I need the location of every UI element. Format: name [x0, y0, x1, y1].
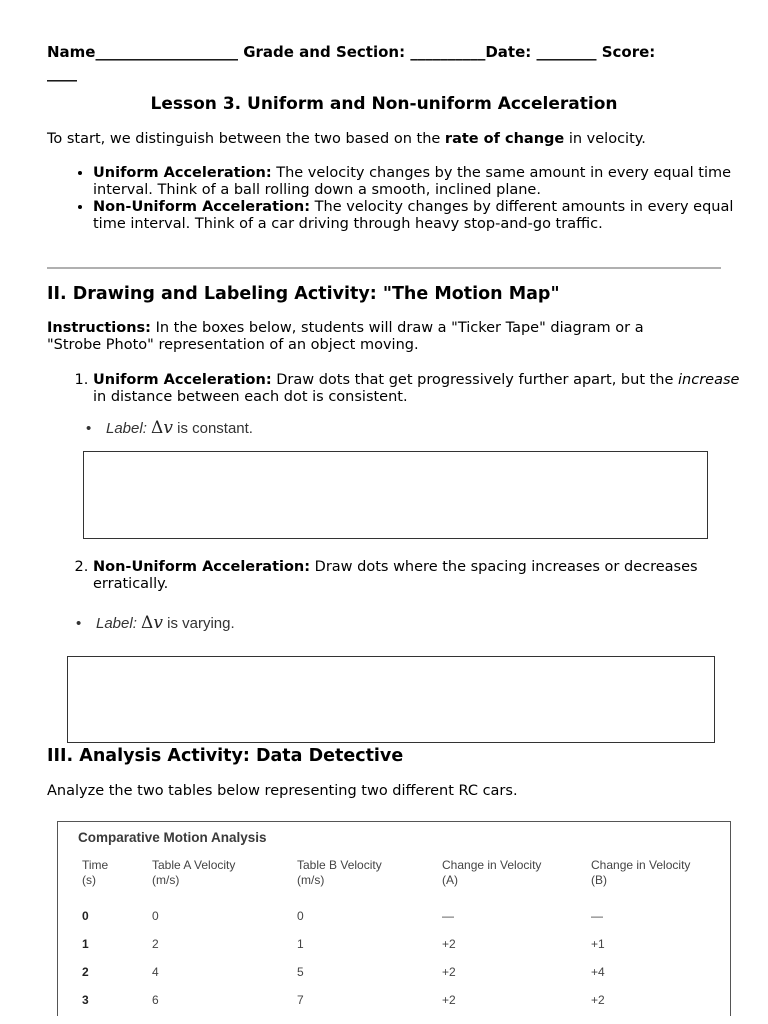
table-cell: 0 — [152, 909, 159, 923]
section3-heading: III. Analysis Activity: Data Detective — [47, 746, 404, 766]
step-italic: increase — [678, 372, 740, 388]
step-term: Non-Uniform Acceleration: — [93, 559, 311, 575]
table-cell: +1 — [591, 937, 605, 951]
section3-intro: Analyze the two tables below representing two different RC cars. — [47, 783, 518, 799]
grade-label: Grade and Section: — [243, 43, 406, 61]
definition-non-uniform — [93, 199, 743, 233]
label-prefix: Label: — [106, 420, 147, 437]
drawing-box-uniform[interactable] — [83, 451, 708, 539]
definition-uniform — [93, 165, 743, 199]
table-cell: 1 — [82, 937, 89, 951]
score-label: Score: — [601, 43, 656, 61]
instructions-text: In the boxes below, students will draw a "Ticker Tape" diagram or a "Strobe Photo" representation of an object moving. — [47, 320, 644, 353]
definition-term: Non-Uniform Acceleration: — [93, 199, 311, 215]
definition-text: The velocity changes by different amounts in every equal time interval. Think of a car driving through heavy stop-and-go traffic. — [93, 199, 734, 232]
step-uniform — [93, 372, 743, 406]
definition-text: The velocity changes by the same amount in every equal time interval. Think of a ball rolling down a smooth, inclined plane. — [93, 165, 732, 198]
table-cell: +2 — [442, 993, 456, 1007]
table-header-row — [82, 858, 721, 902]
label-suffix: is varying. — [162, 615, 235, 632]
step-1 — [47, 372, 743, 406]
section-divider — [47, 267, 721, 269]
label-non-uniform: • Label: Δv is varying. — [76, 613, 235, 633]
lesson-title: Lesson 3. Uniform and Non-uniform Acceleration — [150, 94, 618, 114]
score-blank[interactable]: ____ — [47, 64, 77, 82]
table-cell: 2 — [82, 965, 89, 979]
table-cell: +2 — [591, 993, 605, 1007]
header-velocity-b: Table B Velocity (m/s) — [297, 858, 382, 887]
step-text: Draw dots that get progressively further apart, but the — [271, 372, 679, 388]
table-title: Comparative Motion Analysis — [78, 830, 267, 845]
table-cell: 4 — [152, 965, 159, 979]
table-cell: 0 — [297, 909, 304, 923]
step-text: Draw dots where the spacing increases or decreases erratically. — [93, 559, 698, 592]
header-change-b: Change in Velocity (B) — [591, 858, 691, 887]
step-2 — [47, 559, 743, 593]
intro-text-end: in velocity. — [564, 131, 646, 147]
table-cell: 6 — [152, 993, 159, 1007]
step-text-end: in distance between each dot is consistent. — [93, 389, 408, 405]
label-prefix: Label: — [96, 615, 137, 632]
label-uniform: • Label: Δv is constant. — [86, 418, 253, 438]
table-cell: — — [442, 909, 454, 923]
table-cell: +2 — [442, 965, 456, 979]
table-cell: 0 — [82, 909, 89, 923]
date-blank[interactable]: ________ — [536, 43, 597, 61]
delta-v-symbol: Δv — [141, 613, 163, 633]
instructions-label: Instructions: — [47, 320, 151, 336]
worksheet-header — [47, 42, 727, 84]
table-cell: +4 — [591, 965, 605, 979]
label-suffix: is constant. — [172, 420, 253, 437]
table-cell: +2 — [442, 937, 456, 951]
table-row — [82, 958, 721, 986]
step-term: Uniform Acceleration: — [93, 372, 272, 388]
table-row — [82, 930, 721, 958]
header-change-a: Change in Velocity (A) — [442, 858, 542, 887]
drawing-box-non-uniform[interactable] — [67, 656, 715, 743]
table-cell: — — [591, 909, 603, 923]
instructions — [47, 320, 697, 354]
definition-list — [47, 165, 743, 233]
definition-term: Uniform Acceleration: — [93, 165, 272, 181]
header-velocity-a: Table A Velocity (m/s) — [152, 858, 236, 887]
intro-bold: rate of change — [444, 131, 565, 147]
section2-heading: II. Drawing and Labeling Activity: "The Motion Map" — [47, 284, 560, 304]
intro-paragraph — [47, 131, 646, 148]
grade-blank[interactable]: __________ — [410, 43, 486, 61]
date-label: Date: — [485, 43, 532, 61]
comparative-motion-table-card — [57, 821, 731, 1016]
table-cell: 3 — [82, 993, 89, 1007]
table-cell: 7 — [297, 993, 304, 1007]
table-row — [82, 902, 721, 930]
table-row — [82, 986, 721, 1014]
step-non-uniform — [93, 559, 743, 593]
header-time: Time (s) — [82, 858, 109, 887]
delta-v-symbol: Δv — [151, 418, 173, 438]
intro-text: To start, we distinguish between the two based on the — [47, 131, 445, 147]
name-label: Name — [47, 43, 96, 61]
table-cell: 1 — [297, 937, 304, 951]
name-blank[interactable]: ___________________ — [95, 43, 238, 61]
table-cell: 2 — [152, 937, 159, 951]
motion-analysis-table — [82, 858, 721, 1014]
table-cell: 5 — [297, 965, 304, 979]
